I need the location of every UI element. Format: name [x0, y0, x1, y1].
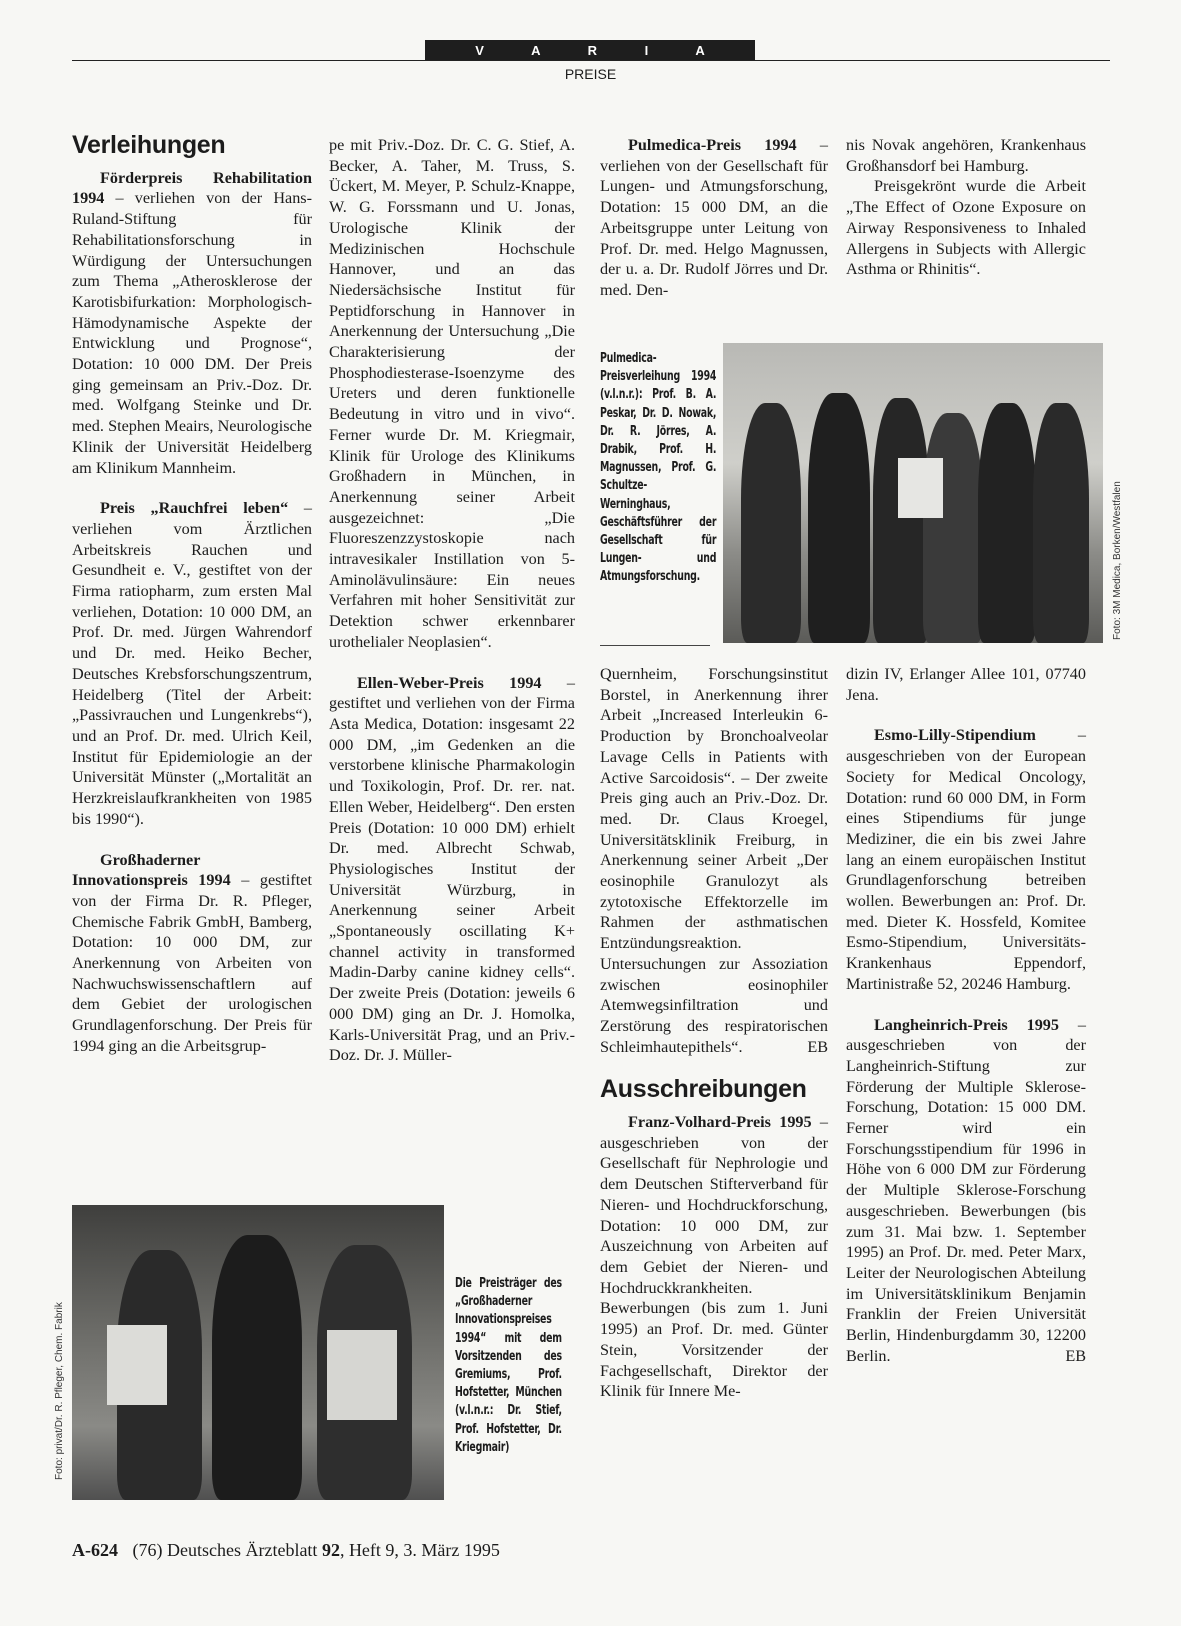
award-text: – ausgeschrieben von der Gesellschaft für Nephrologie und dem Deutschen Stifterverband für Nieren- und Hochdruckforschung, Dotation: 10 000 DM, zur Auszeichnung von Arbeiten auf dem Gebiet der Nieren- und Hochdruckkrankheiten. Bewerbungen (bis zum 1. Juni 1995) an Prof. Dr. med. Günter Stein, Vorsitzender der Fachgesellschaft, Direktor der Klinik für Innere Me-: [600, 1113, 828, 1401]
citation-text: , Heft 9, 3. März 1995: [339, 1540, 500, 1560]
person-figure: [923, 413, 983, 643]
article-franz-volhard-cont: dizin IV, Erlanger Allee 101, 07740 Jena.: [846, 665, 1086, 704]
volume-number: 92: [321, 1540, 340, 1560]
article-foerderpreis: [72, 168, 312, 479]
journal-citation: [133, 1540, 500, 1560]
column-4-bottom: [846, 664, 1086, 1367]
award-title: Großhaderner Innovationspreis 1994: [72, 850, 231, 890]
photo-grosshaderner-award: [72, 1205, 444, 1500]
certificate-prop: [327, 1330, 397, 1420]
article-ellen-weber: [329, 673, 575, 1066]
person-figure: [978, 403, 1036, 643]
page-footer: [72, 1540, 500, 1561]
article-grosshaderner: [72, 850, 312, 1057]
author-sign: EB: [1065, 1346, 1086, 1365]
certificate-prop: [107, 1325, 167, 1405]
award-text: – gestiftet und verliehen von der Firma Asta Medica, Dotation: insgesamt 22 000 DM, „im Gedenken an die verstorbene klinische Pharmakologin und Toxikologin, Prof. Dr. rer. nat. Ellen Weber, Heidelberg“. Den ersten Preis (Dotation: 10 000 DM) erhielt Dr. med. Albrecht Schwab, Physiologisches Institut der Universität Würzburg, in Anerkennung seiner Arbeit „Spontaneously oscillating K+ channel activity in transformed Madin-Darby canine kidney cells“. Der zweite Preis (Dotation: jeweils 6 000 DM) ging an Dr. J. Homolka, Karls-Universität Prag, und an Priv.-Doz. Dr. J. Müller-: [329, 673, 575, 1065]
subsection-title: PREISE: [564, 66, 617, 82]
figure-1-caption: Pulmedica-Preisverleihung 1994 (v.l.n.r.): Prof. B. A. Peskar, Dr. D. Nowak, Dr. R. Jörres, A. Drabik, Prof. H. Magnussen, Prof. G. Schultze-Werninghaus, Geschäftsführer der Gesellschaft für Lungen- und Atmungsforschung.: [600, 351, 717, 585]
citation-text: (76) Deutsches Ärzteblatt: [132, 1540, 322, 1560]
header-rule: [72, 60, 1110, 61]
article-franz-volhard: [600, 1112, 828, 1402]
award-text: – verliehen vom Ärztlichen Arbeitskreis Rauchen und Gesundheit e. V., gestiftet von der Firma ratiopharm, zum ersten Mal verliehen, Dotation: 10 000 DM, an Prof. Dr. med. Jürgen Wahrendorf und Dr. med. Heiko Becher, Deutsches Krebsforschungszentrum, Heidelberg (Titel der Arbeit: „Passivrauchen und Lungenkrebs“), und an Prof. Dr. med. Ulrich Keil, Institut für Epidemiologie an der Universität Münster („Mortalität an Herzkreislaufkrankheiten von 1985 bis 1990“).: [72, 499, 313, 828]
section-band: V A R I A: [425, 40, 755, 61]
person-figure: [873, 398, 929, 643]
article-pulmedica-second: [600, 664, 828, 1057]
person-figure: [1033, 403, 1089, 643]
figure-2-caption: Die Preisträger des „Großhaderner Innovationspreises 1994“ mit dem Vorsitzenden des Gremiums, Prof. Hofstetter, München (v.l.n.r.: Dr. Stief, Prof. Hofstetter, Dr. Kriegmair): [455, 1276, 562, 1455]
article-langheinrich: [846, 1015, 1086, 1367]
certificate-prop: [898, 458, 943, 518]
award-text: – verliehen von der Gesellschaft für Lungen- und Atmungsforschung, Dotation: 15 000 DM, an die Arbeitsgruppe unter Leitung von Prof. Dr. med. Helgo Magnussen, der u. a. Dr. Rudolf Jörres und Dr. med. Den-: [600, 136, 828, 299]
article-pulmedica: [600, 135, 828, 301]
person-figure: [212, 1235, 302, 1500]
award-text: – gestiftet von der Firma Dr. R. Pfleger, Chemische Fabrik GmbH, Bamberg, Dotation: 10 000 DM, zur Anerkennung von Arbeiten von Nachwuchswissenschaftlern auf dem Gebiet der urologischen Grundlagenforschung. Der Preis für 1994 ging an die Arbeitsgrup-: [72, 871, 312, 1055]
photo-1-credit: Foto: 3M Medica, Borken/Westfalen: [1112, 481, 1123, 640]
award-title: Langheinrich-Preis 1995: [874, 1015, 1059, 1034]
article-esmo-lilly: [846, 725, 1086, 994]
award-text: Quernheim, Forschungsinstitut Borstel, in Anerkennung ihrer Arbeit „Increased Interleukin 6-Production by Bronchoalveolar Lavage Cells in Patients with Active Sarcoidosis“. – Der zweite Preis ging auch an Priv.-Doz. Dr. med. Dr. Claus Kroegel, Universitätsklinik Freiburg, in Anerkennung seiner Arbeit „Der eosinophile Granulozyt als zytotoxische Effektorzelle im Rahmen der asthmatischen Entzündungsreaktion. Untersuchungen zur Assoziation zwischen eosinophiler Atemwegsinfiltration und Zerstörung des respiratorischen Schleimhautepithels“.: [600, 665, 828, 1056]
photo-2-credit: Foto: privat/Dr. R. Pfleger, Chem. Fabrik: [54, 1302, 65, 1480]
award-title: Ellen-Weber-Preis 1994: [357, 673, 542, 692]
award-title: Förderpreis Rehabilitation 1994: [72, 168, 312, 208]
award-title: Pulmedica-Preis 1994: [628, 136, 797, 154]
section-heading-verleihungen: Verleihungen: [72, 131, 226, 159]
person-figure: [741, 403, 801, 643]
award-text: – ausgeschrieben von der Langheinrich-Stiftung zur Förderung der Multiple Sklerose-Forschung, Dotation: 15 000 DM. Ferner wird ein Forschungsstipendium für 1996 in Höhe von 6 000 DM zur Förderung der Multiple Sklerose-Forschung ausgeschrieben. Bewerbungen (bis zum 31. Mai bzw. 1. September 1995) an Prof. Dr. med. Peter Marx, Leiter der Neurologischen Abteilung im Universitätsklinikum Benjamin Franklin der Freien Universität Berlin, Hindenburgdamm 30, 12200 Berlin.: [846, 1015, 1087, 1365]
section-heading-ausschreibungen: Ausschreibungen: [600, 1075, 807, 1104]
article-pulmedica-cont: nis Novak angehören, Krankenhaus Großhansdorf bei Hamburg.: [846, 136, 1086, 175]
column-2: [329, 135, 575, 1066]
article-grosshaderner-cont: pe mit Priv.-Doz. Dr. C. G. Stief, A. Becker, A. Taher, M. Truss, S. Ückert, M. Meyer, P. Schulz-Knappe, W. G. Forssmann und U. Jonas, Urologische Klinik der Medizinischen Hochschule Hannover, und an das Niedersächsische Institut für Peptidforschung in Hannover in Anerkennung der Untersuchung „Die Charakterisierung der Phosphodiesterase-Isoenzyme des Ureters und deren funktionelle Bedeutung in vitro und in vivo“. Ferner wurde Dr. M. Kriegmair, Klinik für Urologe des Klinikums Großhadern in München, in Anerkennung seiner Arbeit ausgezeichnet: „Die Fluoreszenzzystoskopie nach intravesikaler Instillation von 5-Aminolävulinsäure: Ein neues Verfahren mit hoher Sensitivität zur Detektion schwer erkennbarer urothelialer Neoplasien“.: [329, 136, 575, 651]
column-3-bottom: [600, 664, 828, 1402]
author-sign: EB: [807, 1037, 828, 1056]
photo-pulmedica-award: [723, 343, 1103, 643]
article-pulmedica-work: Preisgekrönt wurde die Arbeit „The Effect of Ozone Exposure on Airway Responsiveness to Inhaled Allergens in Subjects with Allergic Asthma or Rhinitis“.: [846, 177, 1086, 279]
column-3-top: [600, 135, 828, 301]
award-text: – ausgeschrieben von der European Society for Medical Oncology, Dotation: rund 60 000 DM, in Form eines Stipendiums für junge Mediziner, die ein bis zwei Jahre lang an einem europäischen Institut Grundlagenforschung betreiben wollen. Bewerbungen an: Prof. Dr. med. Dieter K. Hossfeld, Komitee Esmo-Stipendium, Universitäts-Krankenhaus Eppendorf, Martinistraße 52, 20246 Hamburg.: [846, 726, 1086, 993]
person-figure: [808, 393, 870, 643]
column-4-top: [846, 135, 1086, 280]
award-title: Esmo-Lilly-Stipendium: [874, 726, 1036, 745]
article-rauchfrei: [72, 498, 312, 829]
award-title: Franz-Volhard-Preis 1995: [628, 1113, 812, 1132]
caption-rule: [600, 645, 710, 646]
award-text: – verliehen von der Hans-Ruland-Stiftung für Rehabilitationsforschung in Würdigung der Untersuchungen zum Thema „Atherosklerose der Karotisbifurkation: Morphologisch-Hämodynamische Aspekte der Entwicklung und Prognose“, Dotation: 10 000 DM. Der Preis ging gemeinsam an Priv.-Doz. Dr. med. Wolfgang Steinke und Dr. med. Stephen Meairs, Neurologische Klinik der Universität Heidelberg am Klinikum Mannheim.: [72, 189, 312, 477]
column-1: [72, 131, 313, 1057]
award-title: Preis „Rauchfrei leben“: [100, 499, 289, 518]
page-number: A-624: [72, 1540, 118, 1560]
